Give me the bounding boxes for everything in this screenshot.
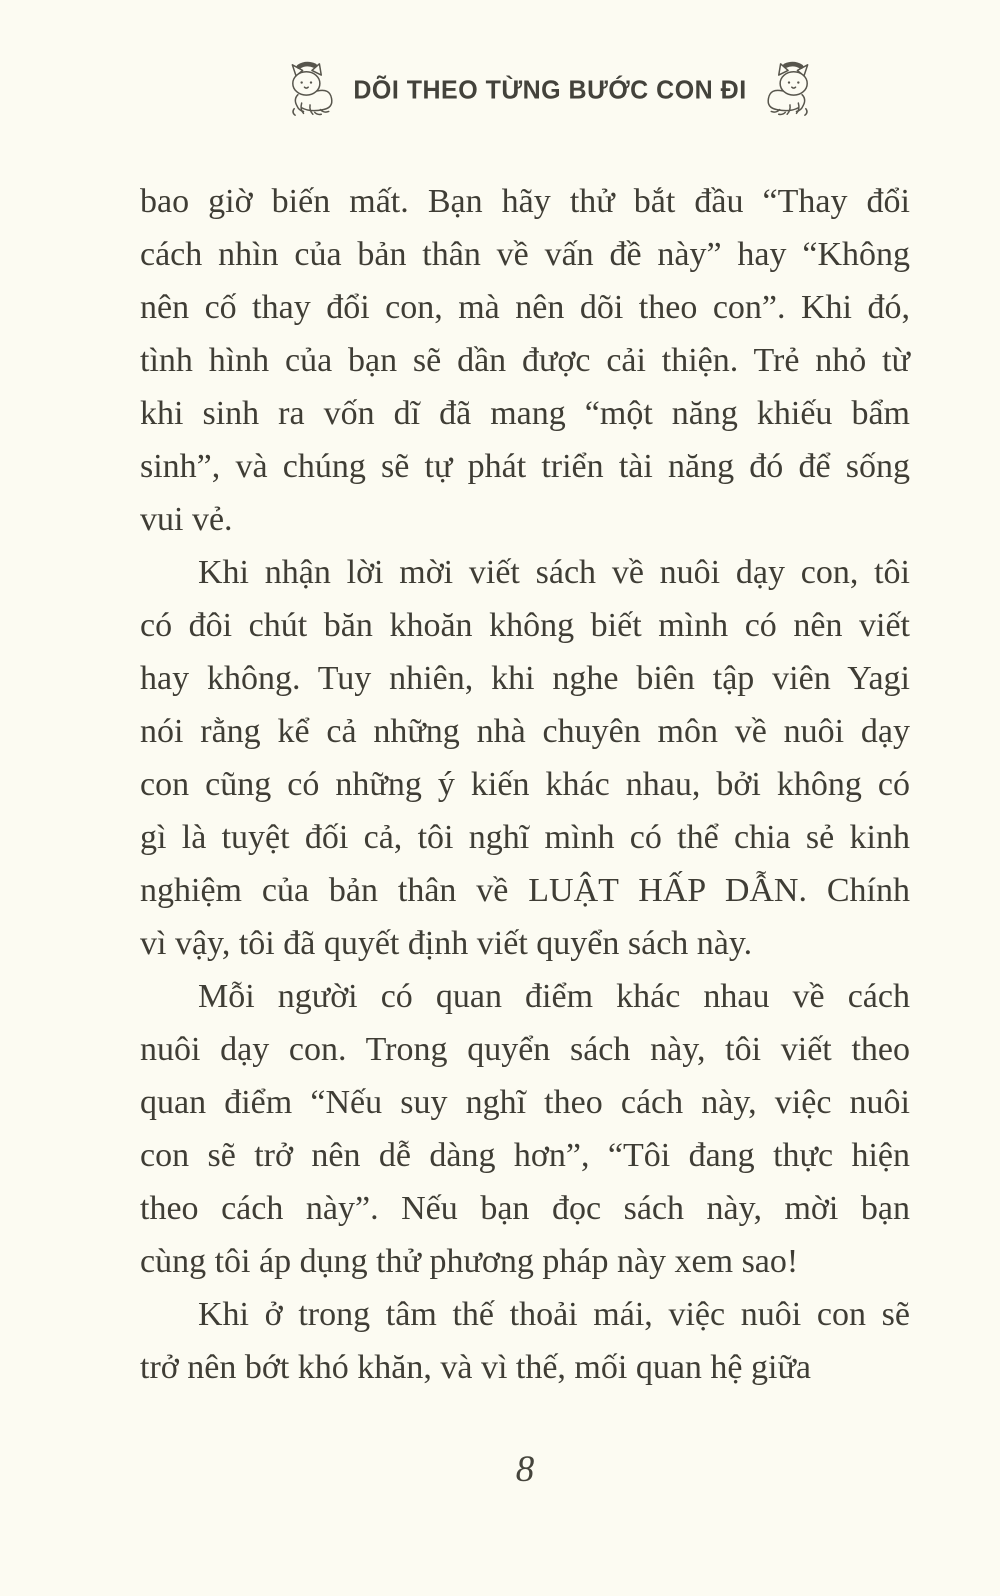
text-line: sinh”, và chúng sẽ tự phát triển tài năng đó để sống <box>140 448 910 485</box>
text-line: theo cách này”. Nếu bạn đọc sách này, mời bạn <box>140 1190 910 1227</box>
text-line: bao giờ biến mất. Bạn hãy thử bắt đầu “Thay đổi <box>140 183 910 220</box>
text-line: cách nhìn của bản thân về vấn đề này” hay “Không <box>140 236 910 273</box>
text-line: Khi ở trong tâm thế thoải mái, việc nuôi con sẽ <box>198 1296 910 1333</box>
running-head-title: DÕI THEO TỪNG BƯỚC CON ĐI <box>353 74 747 105</box>
text-line: con sẽ trở nên dễ dàng hơn”, “Tôi đang thực hiện <box>140 1137 910 1174</box>
text-line: con cũng có những ý kiến khác nhau, bởi không có <box>140 766 910 803</box>
text-line: hay không. Tuy nhiên, khi nghe biên tập viên Yagi <box>140 660 910 697</box>
text-line: tình hình của bạn sẽ dần được cải thiện. Trẻ nhỏ từ <box>140 342 910 379</box>
text-line: nên cố thay đổi con, mà nên dõi theo con”. Khi đó, <box>140 289 910 326</box>
text-line: khi sinh ra vốn dĩ đã mang “một năng khiếu bẩm <box>140 395 910 432</box>
cat-icon-left <box>283 59 339 121</box>
text-line: trở nên bớt khó khăn, và vì thế, mối quan hệ giữa <box>140 1349 811 1386</box>
text-line: gì là tuyệt đối cả, tôi nghĩ mình có thể chia sẻ kinh <box>140 819 910 856</box>
text-line: vui vẻ. <box>140 501 233 538</box>
text-line: vì vậy, tôi đã quyết định viết quyển sách này. <box>140 925 753 962</box>
body-text <box>140 175 910 1394</box>
page-header <box>0 54 1000 126</box>
text-line: cùng tôi áp dụng thử phương pháp này xem sao! <box>140 1243 799 1280</box>
text-line: Mỗi người có quan điểm khác nhau về cách <box>198 978 910 1015</box>
text-line: Khi nhận lời mời viết sách về nuôi dạy con, tôi <box>198 554 910 591</box>
text-line: quan điểm “Nếu suy nghĩ theo cách này, việc nuôi <box>140 1084 910 1121</box>
cat-icon-right <box>761 59 817 121</box>
text-line: nói rằng kể cả những nhà chuyên môn về nuôi dạy <box>140 713 910 750</box>
text-line: có đôi chút băn khoăn không biết mình có nên viết <box>140 607 910 644</box>
text-line: nghiệm của bản thân về LUẬT HẤP DẪN. Chính <box>140 872 910 909</box>
page-number: 8 <box>515 1449 535 1490</box>
text-line: nuôi dạy con. Trong quyển sách này, tôi viết theo <box>140 1031 910 1068</box>
